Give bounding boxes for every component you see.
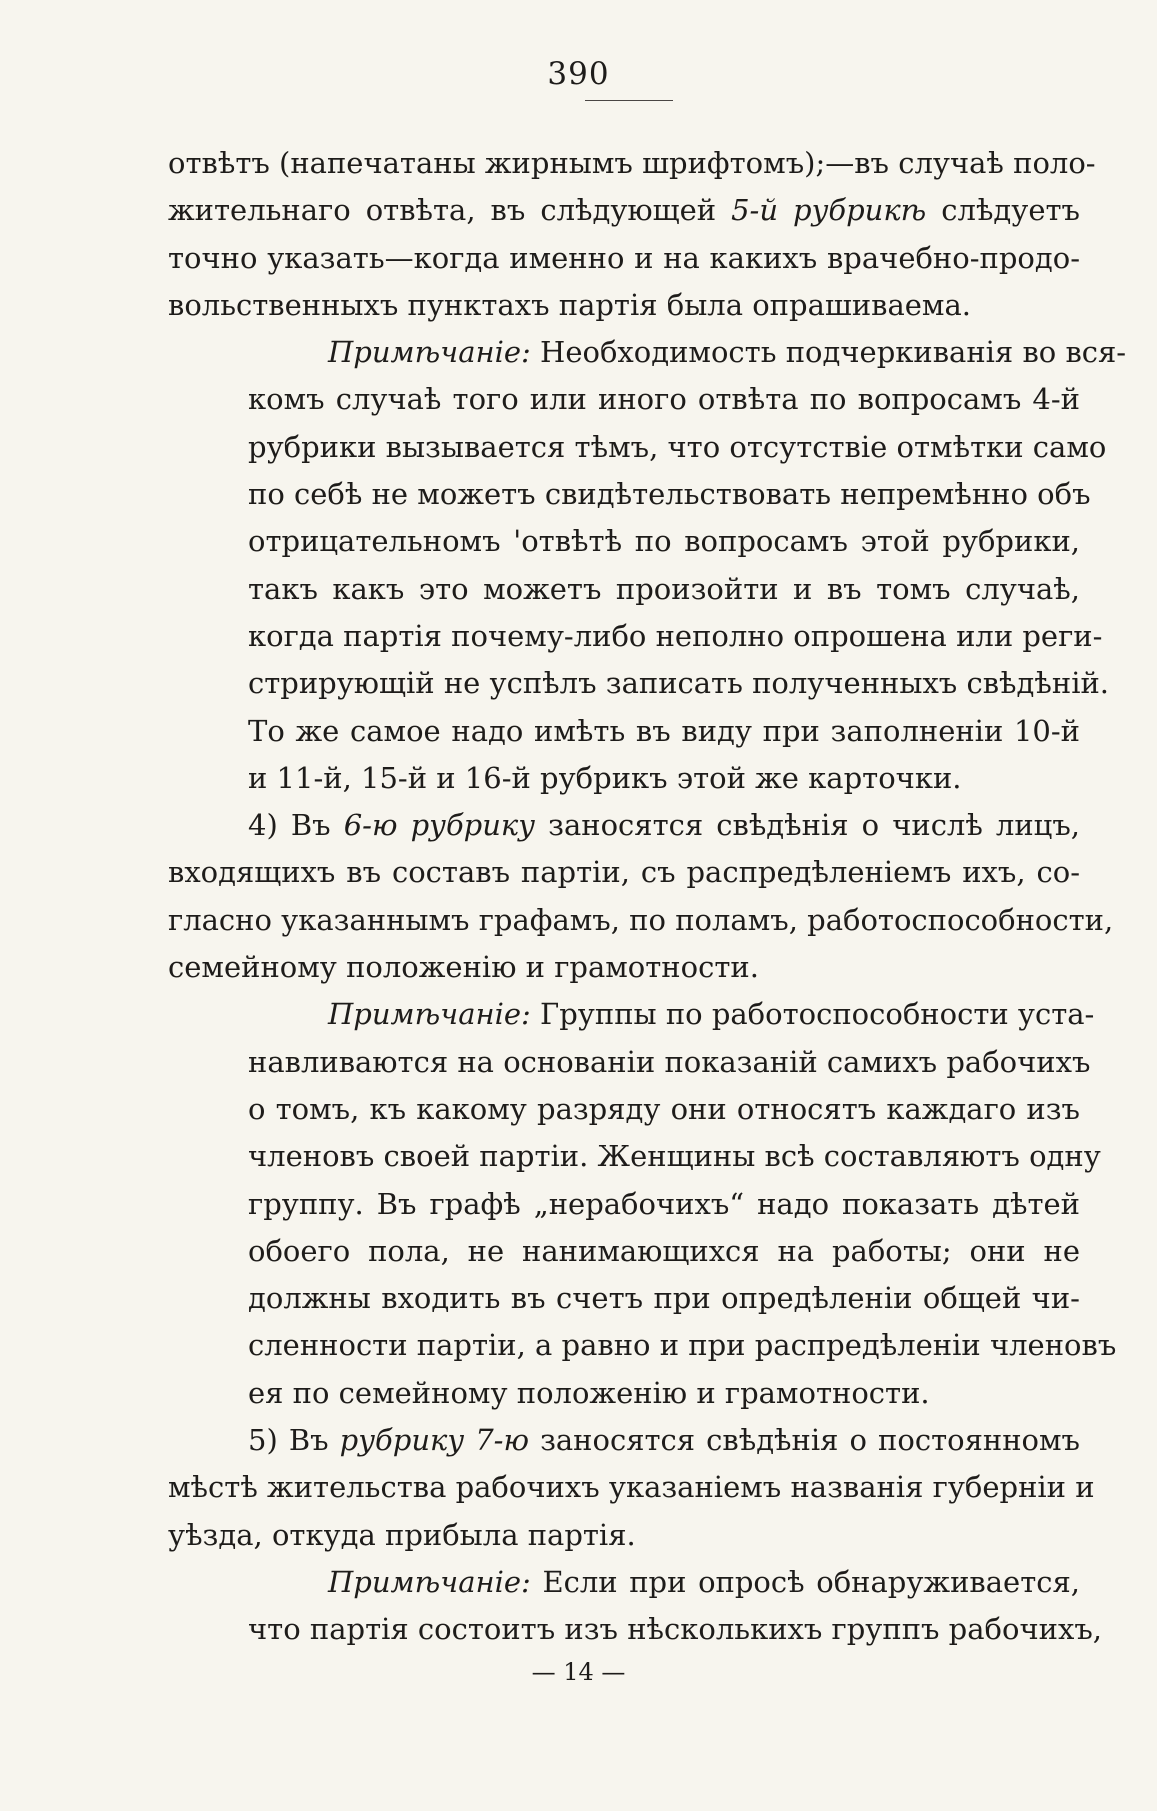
note-line [168,708,1080,755]
text-line [168,849,1080,896]
emphasis-text: Примѣчаніе: [328,1564,531,1599]
text-run: сленности партіи, а равно и при распредѣленіи членовъ [248,1328,1117,1363]
text-run: такъ какъ это можетъ произойти и въ томъ случаѣ, [248,571,1080,606]
text-run: То же самое надо имѣть въ виду при заполненіи 10-й [248,713,1080,748]
text-run: когда партія почему-либо неполно опрошена или реги- [248,618,1103,653]
emphasis-text: Примѣчаніе: [328,997,531,1032]
note-line [168,424,1107,471]
text-line [168,187,1080,234]
text-run: навливаются на основаніи показаній самихъ рабочихъ [248,1044,1091,1079]
note-line [168,329,1127,376]
text-run: 4) Въ [248,808,344,843]
text-run: обоего пола, не нанимающихся на работы; они не [248,1233,1080,1268]
text-run: 5) Въ [248,1423,340,1458]
emphasis-text: 6-ю рубрику [343,808,536,843]
note-line [168,613,1103,660]
header-rule [585,100,673,101]
body-text [168,140,1127,1654]
text-run: отрицательномъ 'отвѣтѣ по вопросамъ этой рубрики, [248,524,1080,559]
text-run: мѣстѣ жительства рабочихъ указаніемъ названія губерніи и [168,1470,1095,1505]
text-run: семейному положенію и грамотности. [168,950,759,985]
text-line [168,802,1080,849]
note-line [168,1133,1101,1180]
text-run: заносятся свѣдѣнія о постоянномъ [529,1423,1080,1458]
text-run: и 11-й, 15-й и 16-й рубрикъ этой же карточки. [248,760,962,795]
emphasis-text: 5-й рубрикѣ [731,193,927,228]
signature-mark: — 14 — [531,1658,626,1686]
text-line [168,1464,1095,1511]
text-run: гласно указаннымъ графамъ, по поламъ, работоспособности, [168,902,1114,937]
text-run: стрирующій не успѣлъ записать полученныхъ свѣдѣній. [248,666,1110,701]
text-run: слѣдуетъ [926,193,1081,228]
note-line [168,991,1095,1038]
note-line [168,1181,1080,1228]
text-line [168,944,1080,991]
text-run: рубрики вызывается тѣмъ, что отсутствіе отмѣтки само [248,429,1107,464]
note-line [168,566,1080,613]
note-line [168,1606,1102,1653]
text-run: группу. Въ графѣ „нерабочихъ“ надо показать дѣтей [248,1186,1080,1221]
text-run: уѣзда, откуда прибыла партія. [168,1517,636,1552]
note-line [168,1086,1080,1133]
note-line [168,471,1091,518]
text-run: комъ случаѣ того или иного отвѣта по вопросамъ 4-й [248,382,1080,417]
note-line [168,755,1080,802]
note-line [168,1039,1091,1086]
text-run: должны входить въ счетъ при опредѣленіи общей чи- [248,1281,1080,1316]
note-line [168,376,1080,423]
note-line [168,1370,1080,1417]
emphasis-text: рубрику 7-ю [339,1423,529,1458]
text-line [168,235,1080,282]
note-line [168,1322,1117,1369]
text-run: Если при опросѣ обнаруживается, [530,1564,1080,1599]
text-run: Группы по работоспособности уста- [530,997,1095,1032]
emphasis-text: Примѣчаніе: [328,335,531,370]
note-line [168,518,1080,565]
note-line [168,660,1110,707]
text-line [168,1512,1080,1559]
text-run: по себѣ не можетъ свидѣтельствовать непремѣнно объ [248,477,1091,512]
text-run: вольственныхъ пунктахъ партія была опрашиваема. [168,287,971,322]
text-run: входящихъ въ составъ партіи, съ распредѣленіемъ ихъ, со- [168,855,1080,890]
note-line [168,1559,1080,1606]
text-run: ея по семейному положенію и грамотности. [248,1375,930,1410]
text-run: заносятся свѣдѣнія о числѣ лицъ, [535,808,1081,843]
text-run: Необходимость подчеркиванія во вся- [530,335,1127,370]
page-number: 390 [547,56,610,92]
note-line [168,1275,1080,1322]
text-run: что партія состоитъ изъ нѣсколькихъ группъ рабочихъ, [248,1612,1102,1647]
note-line [168,1228,1080,1275]
text-line [168,140,1096,187]
text-line [168,1417,1080,1464]
text-run: о томъ, къ какому разряду они относятъ каждаго изъ [248,1091,1080,1126]
text-line [168,282,1080,329]
text-line [168,897,1114,944]
text-run: точно указать—когда именно и на какихъ врачебно-продо- [168,240,1080,275]
text-run: членовъ своей партіи. Женщины всѣ составляютъ одну [248,1139,1101,1174]
text-run: отвѣтъ (напечатаны жирнымъ шрифтомъ);—въ случаѣ поло- [168,146,1096,180]
text-run: жительнаго отвѣта, въ слѣдующей [168,193,732,228]
